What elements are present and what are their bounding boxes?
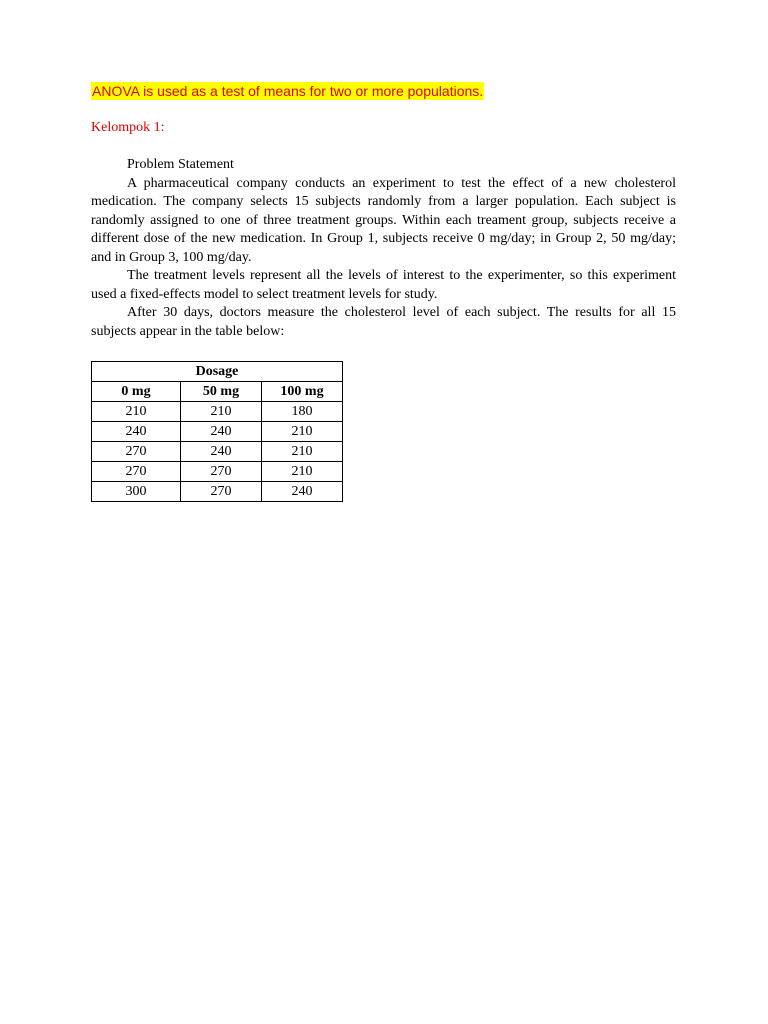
- table-cell: 210: [181, 402, 262, 422]
- table-cell: 210: [262, 422, 343, 442]
- table-cell: 270: [92, 442, 181, 462]
- header-100mg: 100 mg: [262, 382, 343, 402]
- table-cell: 210: [92, 402, 181, 422]
- paragraph-2: The treatment levels represent all the levels of interest to the experimenter, so this experiment used a fixed-effects model to select treatment levels for study.: [91, 268, 676, 302]
- table-cell: 240: [181, 442, 262, 462]
- paragraph-1: A pharmaceutical company conducts an experiment to test the effect of a new cholesterol medication. The company selects 15 subjects randomly from a larger population. Each subject is randomly assigned to one of three treatment groups. Within each treament group, subjects receive a different dose of the new medication. In Group 1, subjects receive 0 mg/day; in Group 2, 50 mg/day; and in Group 3, 100 mg/day.: [91, 175, 676, 265]
- table-cell: 240: [262, 482, 343, 502]
- table-cell: 240: [92, 422, 181, 442]
- table-cell: 270: [181, 462, 262, 482]
- table-cell: 210: [262, 442, 343, 462]
- table-caption-row: [92, 362, 343, 382]
- table-row: [92, 442, 343, 462]
- headline-highlighted: ANOVA is used as a test of means for two or more populations.: [92, 83, 484, 99]
- table-cell: 240: [181, 422, 262, 442]
- table-cell: 270: [181, 482, 262, 502]
- dosage-table: [91, 361, 343, 502]
- table-row: [92, 462, 343, 482]
- header-50mg: 50 mg: [181, 382, 262, 402]
- table-row: [92, 402, 343, 422]
- table-cell: 300: [92, 482, 181, 502]
- table-row: [92, 422, 343, 442]
- table-caption: Dosage: [92, 362, 343, 382]
- table-cell: 180: [262, 402, 343, 422]
- header-0mg: 0 mg: [92, 382, 181, 402]
- table-cell: 210: [262, 462, 343, 482]
- problem-body: [91, 156, 676, 341]
- paragraph-3: After 30 days, doctors measure the cholesterol level of each subject. The results for all 15 subjects appear in the table below:: [91, 305, 676, 339]
- group-label: Kelompok 1:: [91, 120, 165, 135]
- table-header-row: [92, 382, 343, 402]
- table-cell: 270: [92, 462, 181, 482]
- table-row: [92, 482, 343, 502]
- section-title: Problem Statement: [127, 157, 234, 172]
